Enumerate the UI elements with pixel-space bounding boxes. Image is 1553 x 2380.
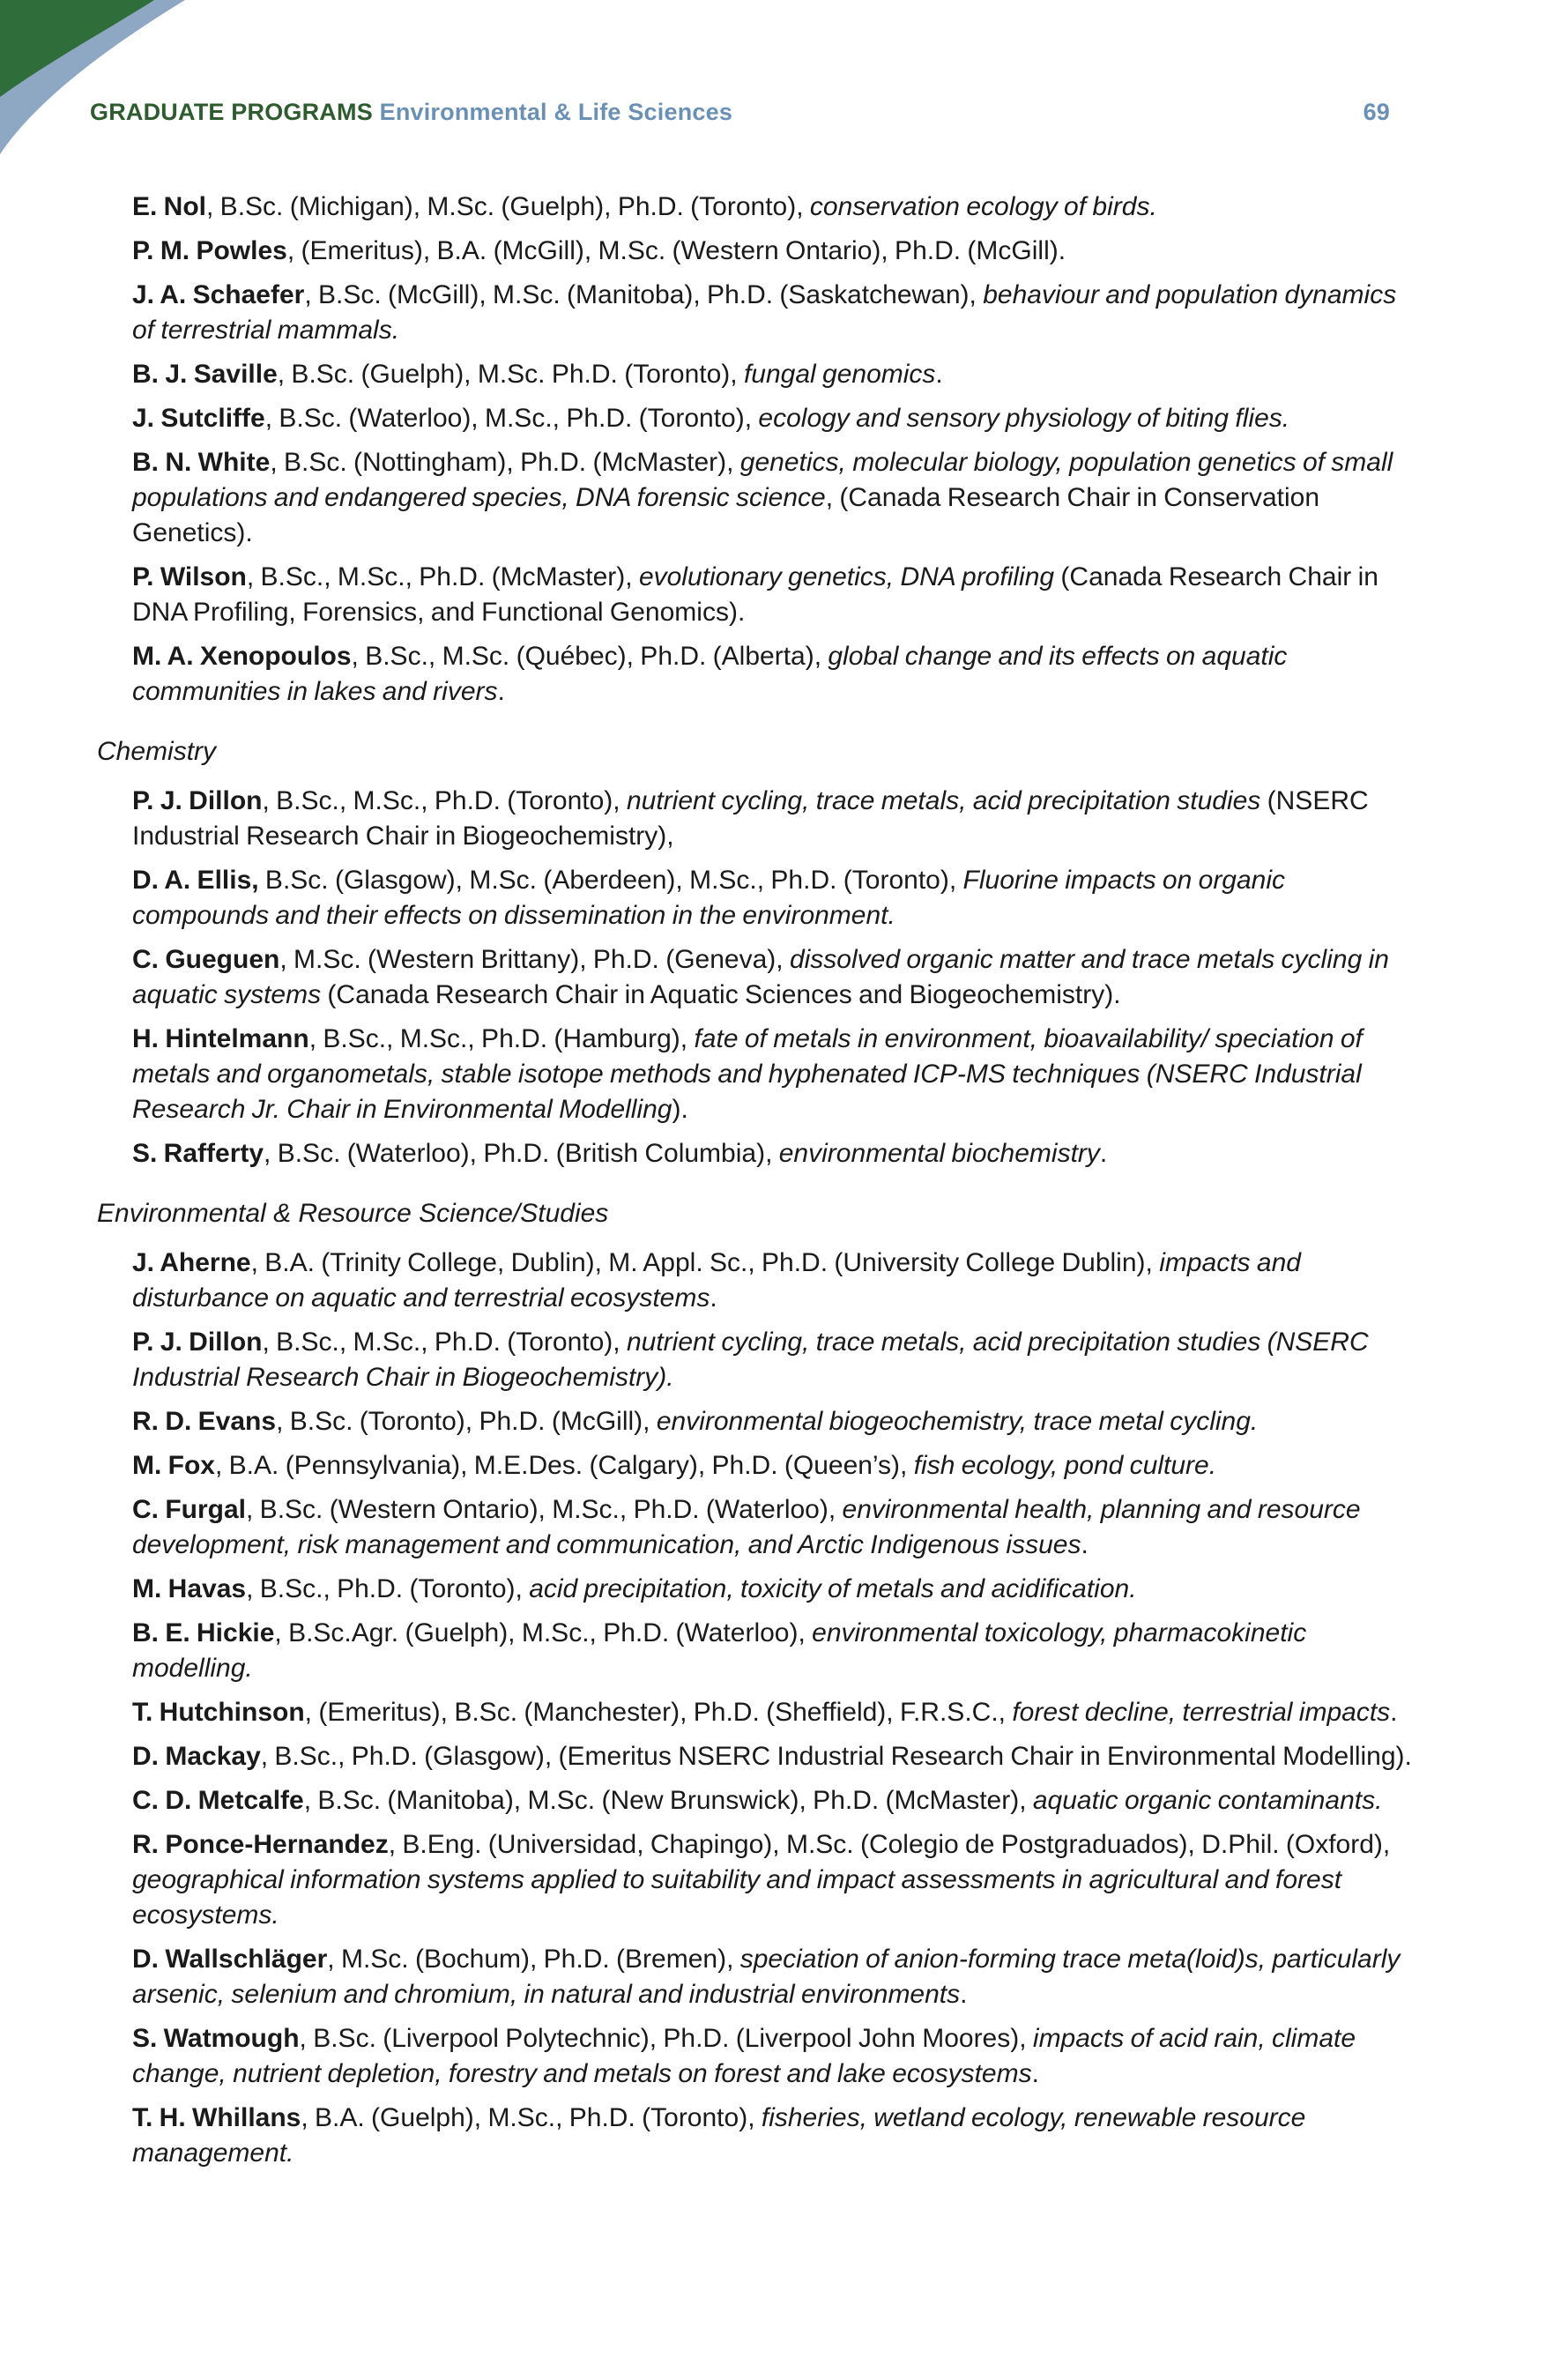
faculty-entry [132, 942, 1419, 1013]
faculty-name: B. J. Saville [132, 360, 278, 389]
faculty-entry [132, 278, 1419, 348]
faculty-credentials: , B.Sc., M.Sc., Ph.D. (McMaster), [246, 562, 639, 591]
faculty-note: . [935, 360, 943, 389]
faculty-research-field: environmental toxicology, pharmacokinetic modelling. [132, 1618, 1307, 1683]
faculty-name: M. Havas [132, 1574, 247, 1603]
faculty-entry [132, 190, 1419, 225]
faculty-name: C. D. Metcalfe [132, 1786, 304, 1815]
faculty-research-field: genetics, molecular biology, population genetics of small populations and endangered species, DNA forensic science [132, 448, 1393, 512]
faculty-entry [132, 1783, 1419, 1818]
section-heading: Environmental & Resource Science/Studies [97, 1199, 609, 1228]
faculty-note: . [1031, 2059, 1039, 2088]
faculty-name: M. Fox [132, 1451, 215, 1480]
faculty-name: M. A. Xenopoulos [132, 642, 352, 671]
faculty-note: . [1099, 1139, 1108, 1168]
faculty-name: C. Gueguen [132, 945, 280, 974]
faculty-entry [132, 1616, 1419, 1686]
faculty-name: S. Watmough [132, 2024, 300, 2053]
faculty-name: R. D. Evans [132, 1407, 277, 1436]
faculty-research-field: environmental biogeochemistry, trace metal cycling. [656, 1407, 1259, 1436]
faculty-credentials: , B.A. (Guelph), M.Sc., Ph.D. (Toronto), [301, 2103, 762, 2132]
faculty-note: . [710, 1283, 717, 1313]
faculty-name: P. Wilson [132, 562, 247, 591]
faculty-credentials: , B.Sc., M.Sc., Ph.D. (Toronto), [262, 1328, 627, 1357]
faculty-credentials: , B.Sc. (Nottingham), Ph.D. (McMaster), [270, 448, 740, 477]
faculty-note: . [1390, 1698, 1398, 1727]
faculty-research-field: fisheries, wetland ecology, renewable resource management. [132, 2103, 1306, 2168]
faculty-name: P. J. Dillon [132, 1328, 263, 1357]
faculty-credentials: , B.Sc. (Liverpool Polytechnic), Ph.D. (Liverpool John Moores), [299, 2024, 1033, 2053]
faculty-research-field: impacts and disturbance on aquatic and terrestrial ecosystems [132, 1248, 1301, 1313]
faculty-research-field: evolutionary genetics, DNA profiling [638, 562, 1055, 591]
faculty-credentials: , (Emeritus), B.Sc. (Manchester), Ph.D. (Sheffield), F.R.S.C., [304, 1698, 1013, 1727]
faculty-research-field: behaviour and population dynamics of terrestrial mammals. [132, 280, 1397, 345]
faculty-entry [132, 1136, 1419, 1171]
faculty-entry [132, 1492, 1419, 1563]
faculty-entry [132, 639, 1419, 710]
faculty-credentials: , B.Sc. (Waterloo), Ph.D. (British Columbia), [264, 1139, 779, 1168]
faculty-research-field: global change and its effects on aquatic communities in lakes and rivers [132, 642, 1288, 706]
faculty-credentials: , B.Sc., Ph.D. (Glasgow), (Emeritus NSERC Industrial Research Chair in Environmental Modelling). [260, 1742, 1412, 1771]
header-program: GRADUATE PROGRAMS [90, 99, 373, 125]
faculty-credentials: , B.Sc.Agr. (Guelph), M.Sc., Ph.D. (Waterloo), [274, 1618, 813, 1647]
faculty-research-field: fungal genomics [743, 360, 936, 389]
faculty-research-field: environmental health, planning and resource development, risk management and communication, and Arctic Indigenous issues [132, 1495, 1361, 1559]
faculty-credentials: , B.Sc. (Western Ontario), M.Sc., Ph.D. (Waterloo), [246, 1495, 843, 1524]
faculty-credentials: , B.Sc., M.Sc., Ph.D. (Toronto), [262, 786, 627, 815]
faculty-entry [132, 1404, 1419, 1439]
faculty-research-field: aquatic organic contaminants. [1032, 1786, 1383, 1815]
faculty-note: . [960, 1980, 968, 2009]
faculty-research-field: geographical information systems applied to suitability and impact assessments in agricultural and forest ecosystems. [132, 1865, 1342, 1930]
faculty-research-field: acid precipitation, toxicity of metals and acidification. [529, 1574, 1137, 1603]
faculty-note: (Canada Research Chair in DNA Profiling, Forensics, and Functional Genomics). [132, 562, 1378, 627]
faculty-entry [132, 1022, 1419, 1127]
faculty-entry [132, 1325, 1419, 1395]
faculty-entry [132, 1827, 1419, 1933]
faculty-note: , (Canada Research Chair in Conservation Genetics). [132, 483, 1320, 547]
page-number: 69 [1363, 99, 1390, 125]
faculty-entry [132, 1942, 1419, 2012]
faculty-name: P. J. Dillon [132, 786, 263, 815]
faculty-research-field: forest decline, terrestrial impacts [1012, 1698, 1391, 1727]
faculty-credentials: , B.Sc., Ph.D. (Toronto), [246, 1574, 530, 1603]
faculty-note: . [497, 677, 505, 706]
faculty-name: S. Rafferty [132, 1139, 264, 1168]
faculty-research-field: fish ecology, pond culture. [913, 1451, 1217, 1480]
faculty-research-field: Fluorine impacts on organic compounds and their effects on dissemination in the environment. [132, 866, 1286, 930]
faculty-credentials: , B.Sc., M.Sc., Ph.D. (Hamburg), [308, 1024, 695, 1053]
faculty-entry [132, 863, 1419, 933]
faculty-credentials: , B.Sc. (Guelph), M.Sc. Ph.D. (Toronto), [277, 360, 744, 389]
faculty-name: J. A. Schaefer [132, 280, 305, 309]
faculty-research-field: speciation of anion-forming trace meta(loid)s, particularly arsenic, selenium and chromium, in natural and industrial environments [132, 1945, 1401, 2009]
faculty-entry [132, 357, 1419, 392]
faculty-entry [132, 2021, 1419, 2092]
faculty-credentials: , B.A. (Trinity College, Dublin), M. Appl. Sc., Ph.D. (University College Dublin), [250, 1248, 1160, 1277]
corner-swoosh-graphic [0, 0, 264, 167]
faculty-credentials: , B.Sc., M.Sc. (Québec), Ph.D. (Alberta), [351, 642, 829, 671]
faculty-credentials: , B.Sc. (Waterloo), M.Sc., Ph.D. (Toronto), [264, 404, 759, 433]
faculty-research-field: ecology and sensory physiology of biting flies. [758, 404, 1290, 433]
faculty-credentials: , B.Sc. (Michigan), M.Sc. (Guelph), Ph.D. (Toronto), [206, 192, 810, 221]
faculty-credentials: , M.Sc. (Western Brittany), Ph.D. (Geneva), [279, 945, 790, 974]
faculty-name: D. Wallschläger [132, 1945, 328, 1974]
faculty-name: B. E. Hickie [132, 1618, 275, 1647]
faculty-name: C. Furgal [132, 1495, 247, 1524]
faculty-name: B. N. White [132, 448, 271, 477]
faculty-credentials: , M.Sc. (Bochum), Ph.D. (Bremen), [327, 1945, 740, 1974]
faculty-research-field: conservation ecology of birds. [809, 192, 1157, 221]
faculty-credentials: B.Sc. (Glasgow), M.Sc. (Aberdeen), M.Sc., Ph.D. (Toronto), [258, 866, 963, 895]
faculty-name: E. Nol [132, 192, 207, 221]
faculty-entry [132, 1572, 1419, 1607]
faculty-note: ). [672, 1095, 688, 1124]
faculty-listing [97, 190, 1419, 2180]
faculty-note: (Canada Research Chair in Aquatic Sciences and Biogeochemistry). [321, 980, 1121, 1009]
faculty-name: P. M. Powles [132, 236, 287, 265]
faculty-research-field: fate of metals in environment, bioavailability/ speciation of metals and organometals, stable isotope methods and hyphenated ICP-MS techniques (NSERC Industrial Research Jr. Chair in Environmental Modelling [132, 1024, 1363, 1124]
faculty-name: D. A. Ellis, [132, 866, 259, 895]
faculty-entry [132, 445, 1419, 551]
faculty-credentials: , B.Sc. (Toronto), Ph.D. (McGill), [276, 1407, 657, 1436]
faculty-entry [132, 1739, 1419, 1774]
header-section: Environmental & Life Sciences [379, 99, 733, 125]
faculty-research-field: impacts of acid rain, climate change, nutrient depletion, forestry and metals on forest and lake ecosystems [132, 2024, 1356, 2088]
faculty-name: D. Mackay [132, 1742, 261, 1771]
faculty-note: (NSERC Industrial Research Chair in Biogeochemistry), [132, 786, 1369, 851]
faculty-entry [132, 401, 1419, 436]
faculty-credentials: , B.A. (Pennsylvania), M.E.Des. (Calgary), Ph.D. (Queen’s), [215, 1451, 914, 1480]
faculty-research-field: environmental biochemistry [778, 1139, 1100, 1168]
faculty-credentials: , B.Eng. (Universidad, Chapingo), M.Sc. (Colegio de Postgraduados), D.Phil. (Oxford), [388, 1830, 1391, 1859]
faculty-name: H. Hintelmann [132, 1024, 309, 1053]
faculty-credentials: , (Emeritus), B.A. (McGill), M.Sc. (Western Ontario), Ph.D. (McGill). [286, 236, 1066, 265]
faculty-entry [132, 1246, 1419, 1316]
faculty-name: T. Hutchinson [132, 1698, 305, 1727]
faculty-name: T. H. Whillans [132, 2103, 301, 2132]
faculty-research-field: nutrient cycling, trace metals, acid precipitation studies (NSERC Industrial Research Chair in Biogeochemistry). [132, 1328, 1369, 1392]
faculty-research-field: dissolved organic matter and trace metals cycling in aquatic systems [132, 945, 1389, 1009]
faculty-credentials: , B.Sc. (Manitoba), M.Sc. (New Brunswick), Ph.D. (McMaster), [303, 1786, 1033, 1815]
faculty-entry [132, 560, 1419, 630]
faculty-credentials: , B.Sc. (McGill), M.Sc. (Manitoba), Ph.D. (Saskatchewan), [304, 280, 984, 309]
faculty-name: J. Aherne [132, 1248, 251, 1277]
faculty-entry [132, 2101, 1419, 2171]
page-header [90, 99, 1390, 134]
faculty-name: J. Sutcliffe [132, 404, 265, 433]
faculty-entry [132, 784, 1419, 854]
section-heading: Chemistry [97, 737, 217, 766]
faculty-note: . [1081, 1530, 1089, 1559]
faculty-entry [132, 1448, 1419, 1484]
faculty-research-field: nutrient cycling, trace metals, acid precipitation studies [626, 786, 1261, 815]
faculty-entry [132, 1695, 1419, 1730]
faculty-name: R. Ponce-Hernandez [132, 1830, 389, 1859]
faculty-entry [132, 234, 1419, 269]
